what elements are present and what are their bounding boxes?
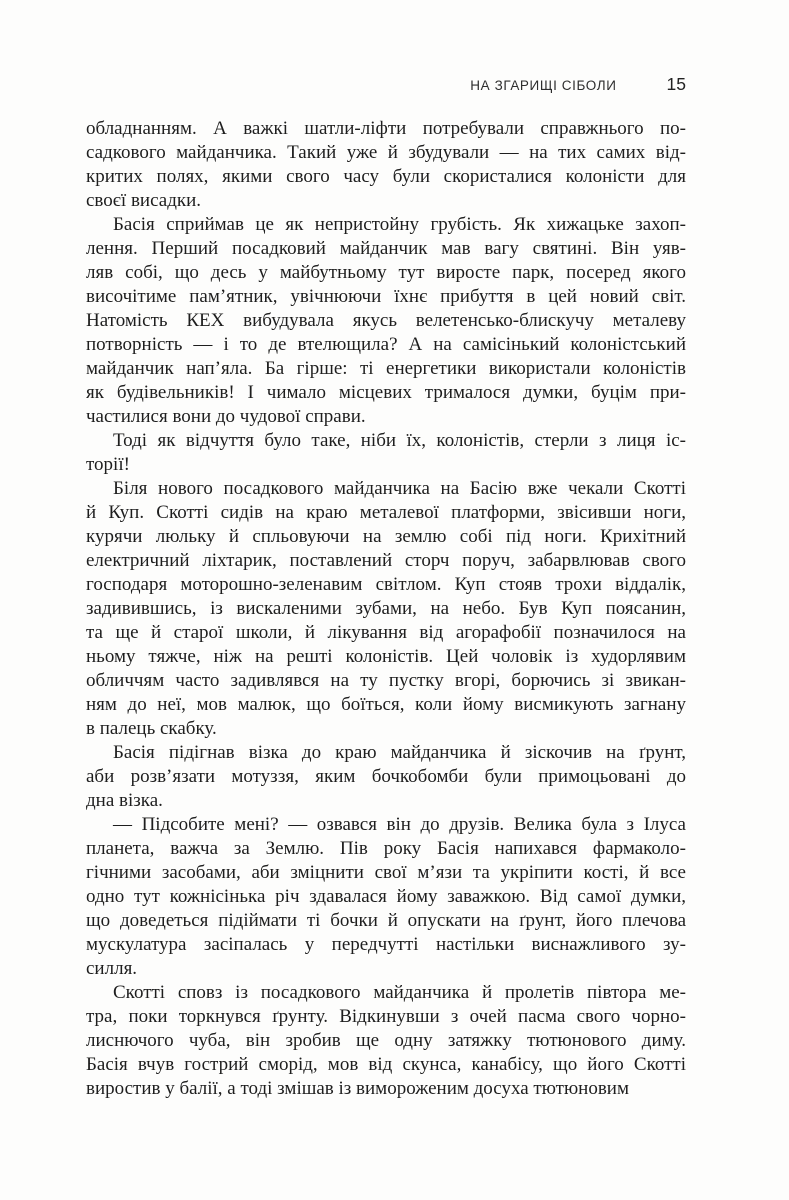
text-line: ляв собі, що десь у майбутньому тут виросте парк, посеред якого — [86, 262, 686, 283]
text-line: Басія підігнав візка до краю майданчика й зіскочив на ґрунт, — [113, 742, 686, 763]
text-line: тра, поки торкнувся ґрунту. Відкинувши з очей пасма свого чорно- — [86, 1006, 686, 1027]
text-line: лення. Перший посадковий майданчик мав вагу святині. Він уяв- — [86, 238, 686, 259]
text-line: планета, важча за Землю. Пів року Басія напихався фармаколо- — [86, 838, 686, 859]
text-line: Скотті сповз із посадкового майданчика й пролетів півтора ме- — [113, 982, 686, 1003]
text-line: задивившись, із вискаленими зубами, на небо. Був Куп поясанин, — [86, 598, 686, 619]
text-line: торії! — [86, 454, 130, 475]
text-line: силля. — [86, 958, 138, 979]
text-line: садкового майданчика. Такий уже й збудували — на тих самих від- — [86, 142, 686, 163]
text-line: своєї висадки. — [86, 190, 202, 211]
paragraph — [86, 213, 686, 429]
text-line: виростив у балії, а тоді змішав із вимороженим досуха тютюновим — [86, 1078, 629, 1099]
text-line: Басія сприймав це як непристойну грубість. Як хижацьке захоп- — [113, 214, 686, 235]
running-title: НА ЗГАРИЩІ СІБОЛИ — [470, 78, 617, 93]
text-line: в палець скабку. — [86, 718, 217, 739]
body-text — [86, 117, 686, 1101]
page-header — [86, 74, 686, 95]
text-line: височітиме пам’ятник, увічнюючи їхнє прибуття в цей новий світ. — [86, 286, 686, 307]
text-line: майданчик нап’яла. Ба гірше: ті енергетики використали колоністів — [86, 358, 686, 379]
text-line: Біля нового посадкового майданчика на Басію вже чекали Скотті — [113, 478, 686, 499]
paragraph — [86, 741, 686, 813]
paragraph — [86, 813, 686, 981]
text-line: господаря моторошно-зеленавим світлом. Куп стояв трохи віддалік, — [86, 574, 686, 595]
text-line: аби розв’язати мотуззя, яким бочкобомби були примоцьовані до — [86, 766, 686, 787]
text-line: як будівельників! І чимало місцевих трималося думки, буцім при- — [86, 382, 686, 403]
text-line: обличчям часто задивлявся на ту пустку вгорі, борючись зі звикан- — [86, 670, 686, 691]
text-line: лиснючого чуба, він зробив ще одну затяжку тютюнового диму. — [86, 1030, 686, 1051]
text-line: ням до неї, мов малюк, що боїться, коли йому висмикують загнану — [86, 694, 686, 715]
text-line: одно тут кожнісінька річ здавалася йому заважкою. Від самої думки, — [86, 886, 686, 907]
page-number: 15 — [666, 74, 686, 94]
paragraph — [86, 117, 686, 213]
text-line: Натомість КЕХ вибудувала якусь велетенсько-блискучу металеву — [86, 310, 686, 331]
text-line: потворність — і то де втелющила? А на самісінький колоністський — [86, 334, 686, 355]
paragraph — [86, 477, 686, 741]
text-line: дна візка. — [86, 790, 163, 811]
text-line: частилися вони до чудової справи. — [86, 406, 366, 427]
text-line: курячи люльку й спльовуючи на землю собі під ноги. Крихітний — [86, 526, 686, 547]
paragraph — [86, 981, 686, 1101]
text-line: гічними засобами, аби зміцнити свої м’язи та укріпити кості, й все — [86, 862, 686, 883]
paragraph — [86, 429, 686, 477]
text-line: Басія вчув гострий сморід, мов від скунса, канабісу, що його Скотті — [86, 1054, 686, 1075]
text-line: й Куп. Скотті сидів на краю металевої платформи, звісивши ноги, — [86, 502, 686, 523]
text-line: Тоді як відчуття було таке, ніби їх, колоністів, стерли з лиця іс- — [113, 430, 686, 451]
text-line: — Підсобите мені? — озвався він до друзів. Велика була з Ілуса — [113, 814, 686, 835]
text-line: що доведеться підіймати ті бочки й опускати на ґрунт, його плечова — [86, 910, 686, 931]
text-line: електричний ліхтарик, поставлений сторч поруч, забарвлював свого — [86, 550, 686, 571]
text-line: та ще й старої школи, й лікування від агорафобії позначилося на — [86, 622, 686, 643]
text-line: ньому тяжче, ніж на решті колоністів. Цей чоловік із худорлявим — [86, 646, 686, 667]
text-line: мускулатура засіпалась у передчутті настільки виснажливого зу- — [86, 934, 686, 955]
text-line: обладнанням. А важкі шатли-ліфти потребували справжнього по- — [86, 118, 686, 139]
text-line: критих полях, якими свого часу були скористалися колоністи для — [86, 166, 686, 187]
